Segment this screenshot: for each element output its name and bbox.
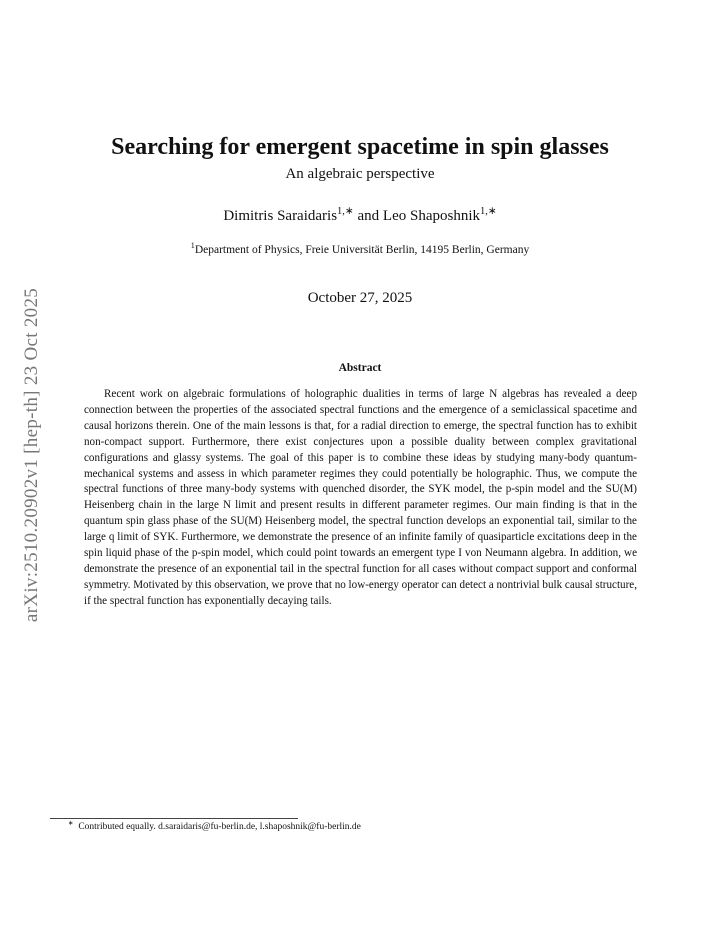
paper-subtitle: An algebraic perspective [285, 166, 435, 182]
arxiv-identifier-stamp [12, 260, 52, 650]
author-joiner: and [353, 208, 383, 224]
author-list [0, 208, 720, 225]
author-name: Dimitris Saraidaris [223, 208, 338, 224]
footnote-text: Contributed equally. d.saraidaris@fu-berlin.de, l.shaposhnik@fu-berlin.de [78, 822, 361, 832]
footnote [68, 819, 361, 832]
footnote-mark: ∗ [68, 819, 74, 827]
affiliation [0, 241, 720, 256]
affiliation-text: Department of Physics, Freie Universität Berlin, 14195 Berlin, Germany [194, 244, 530, 256]
affiliation-mark: 1 [190, 241, 195, 251]
abstract-heading: Abstract [338, 362, 382, 374]
arxiv-identifier-text: arXiv:2510.20902v1 [hep-th] 23 Oct 2025 [21, 287, 42, 623]
author-affiliation-mark: 1,∗ [479, 206, 497, 217]
paper-date: October 27, 2025 [307, 290, 413, 306]
author-affiliation-mark: 1,∗ [337, 206, 354, 217]
paper-title: Searching for emergent spacetime in spin glasses [111, 134, 609, 160]
abstract-body: Recent work on algebraic formulations of holographic dualities in terms of large N algebras has revealed a deep connection between the properties of the associated spectral functions and the emergence of a semiclassical spacetime and causal horizons therein. One of the main lessons is that, for a radial direction to emerge, the spectral function has to exhibit non-compact support. Furthermore, there exist conjectures upon a possible duality between complex gravitational configurations and glassy systems. The goal of this paper is to combine these ideas by studying many-body quantum-mechanical systems and assess in which parameter regimes they could potentially be holographic. Thus, we compute the spectral functions of three many-body systems with quenched disorder, the SYK model, the p-spin model and the SU(M) Heisenberg chain in the large N limit and present results in different parameter regimes. Our main finding is that in the quantum spin glass phase of the SU(M) Heisenberg model, the spectral function develops an exponential tail, similar to the large q limit of SYK. Furthermore, we demonstrate the presence of an infinite family of quasiparticle excitations deep in the spin liquid phase of the p-spin model, which could point towards an emergent type I von Neumann algebra. In addition, we demonstrate the presence of an exponential tail in the spectral function for all cases without compact support and conformal symmetry. Motivated by this observation, we prove that no low-energy operator can detect a nontrivial bulk causal structure, if the spectral function has exponentially decaying tails. [84, 388, 637, 607]
footnote-divider [50, 818, 298, 819]
author-name: Leo Shaposhnik [382, 208, 480, 224]
